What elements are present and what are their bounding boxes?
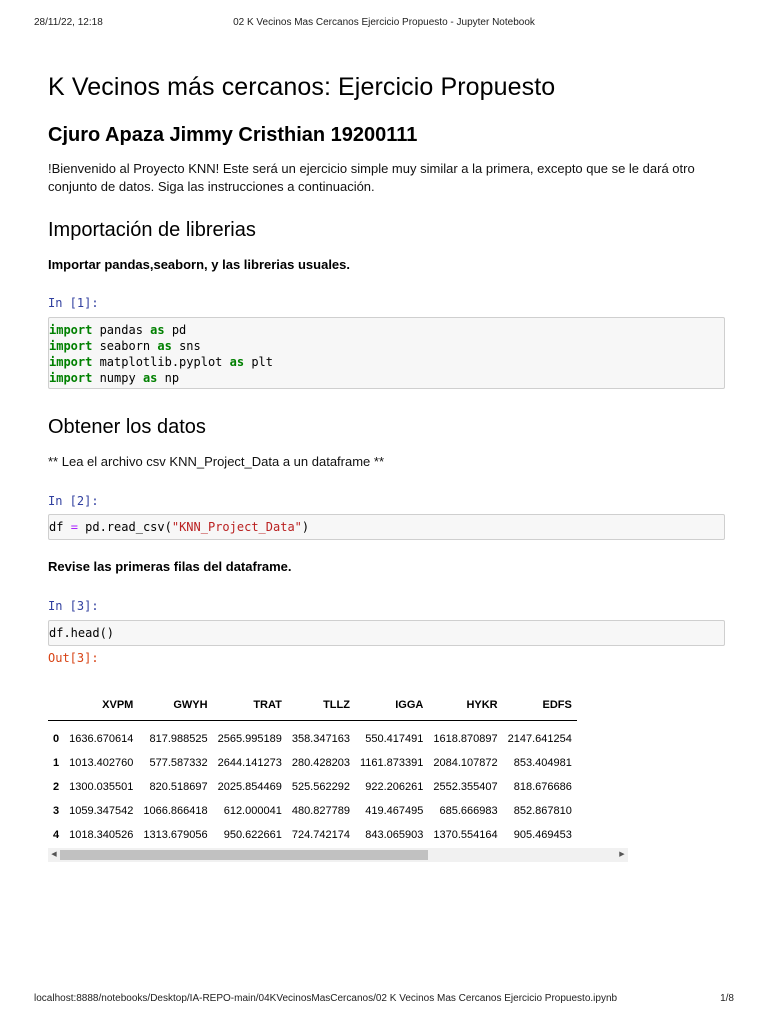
code-line: df.head() [49,626,115,640]
table-cell: 2565.995189 [217,733,282,745]
table-cell: 1370.554164 [433,829,498,841]
head-instruction: Revise las primeras filas del dataframe. [48,559,292,574]
code-line [49,322,724,338]
table-cell: 1066.866418 [143,805,208,817]
scroll-left-icon[interactable]: ◀ [51,851,57,858]
table-row [48,823,577,847]
table-cell: 480.827789 [291,805,350,817]
code-cell-3[interactable] [48,620,725,646]
column-header: XVPM [102,699,134,711]
alias: sns [171,339,201,353]
table-cell: 1618.870897 [433,733,498,745]
table-cell: 419.467495 [365,805,424,817]
notebook-title: K Vecinos más cercanos: Ejercicio Propuesto [48,73,556,101]
function-call: pd.read_csv( [77,520,172,534]
string-literal: "KNN_Project_Data" [171,520,302,534]
module-name: pandas [92,323,151,337]
table-cell: 1161.873391 [359,757,424,769]
module-name: matplotlib.pyplot [92,355,230,369]
table-row [48,775,577,799]
intro-paragraph: !Bienvenido al Proyecto KNN! Este será un ejercicio simple muy similar a la primera, excepto que se le dará otro conjunto de datos. Siga las instrucciones a continuación. [48,161,695,194]
table-cell: 2644.141273 [217,757,282,769]
scroll-right-icon[interactable]: ▶ [619,851,625,858]
table-cell: 922.206261 [365,781,424,793]
print-page-title: 02 K Vecinos Mas Cercanos Ejercicio Propuesto - Jupyter Notebook [233,17,535,28]
alias: pd [164,323,187,337]
row-index: 2 [53,781,60,793]
keyword: import [49,371,93,385]
keyword: as [150,323,165,337]
table-cell: 1018.340526 [69,829,134,841]
table-cell: 1313.679056 [143,829,208,841]
keyword: as [229,355,245,369]
row-index: 4 [53,829,60,841]
code-line [49,370,724,386]
print-datetime: 28/11/22, 12:18 [34,17,103,28]
column-header: EDFS [542,699,572,711]
input-prompt-1: In [1]: [48,296,99,310]
code-cell-2[interactable] [48,514,725,540]
code-line [49,338,724,354]
section-heading-imports: Importación de librerias [48,219,256,241]
keyword: import [49,355,93,369]
table-cell: 950.622661 [223,829,282,841]
paren: ) [301,520,310,534]
table-cell: 2025.854469 [217,781,282,793]
table-cell: 358.347163 [291,733,350,745]
table-cell: 905.469453 [513,829,572,841]
table-cell: 852.867810 [513,805,572,817]
table-cell: 2147.641254 [507,733,572,745]
scrollbar-thumb[interactable] [60,850,428,860]
table-row [48,721,577,752]
module-name: numpy [92,371,143,385]
output-prompt-3: Out[3]: [48,651,99,665]
code-cell-1[interactable] [48,317,725,389]
code-line [49,354,724,370]
variable: df [49,520,71,534]
input-prompt-3: In [3]: [48,599,99,613]
module-name: seaborn [92,339,158,353]
keyword: as [157,339,172,353]
index-header [48,690,64,721]
table-cell: 1300.035501 [69,781,134,793]
horizontal-scrollbar[interactable] [48,848,628,862]
print-footer [34,993,734,1007]
table-row [48,751,577,775]
data-instruction: ** Lea el archivo csv KNN_Project_Data a un dataframe ** [48,454,385,469]
author-heading: Cjuro Apaza Jimmy Cristhian 19200111 [48,124,418,146]
keyword: import [49,339,93,353]
column-header: TRAT [253,699,282,711]
alias: np [157,371,180,385]
row-index: 1 [53,757,60,769]
table-cell: 550.417491 [365,733,424,745]
row-index: 0 [53,733,60,745]
operator: = [70,520,78,534]
table-cell: 1636.670614 [69,733,134,745]
print-url: localhost:8888/notebooks/Desktop/IA-REPO-main/04KVecinosMasCercanos/02 K Vecinos Mas Cercanos Ejercicio Propuesto.ipynb [34,993,618,1004]
table-cell: 817.988525 [149,733,208,745]
column-header: IGGA [395,699,424,711]
dataframe-table [48,690,577,847]
table-cell: 853.404981 [513,757,572,769]
table-cell: 818.676686 [513,781,572,793]
table-cell: 843.065903 [365,829,424,841]
row-index: 3 [53,805,60,817]
table-cell: 724.742174 [291,829,350,841]
keyword: import [49,323,93,337]
imports-instruction: Importar pandas,seaborn, y las librerias usuales. [48,257,351,272]
code-line [49,519,724,535]
print-page-number: 1/8 [720,993,734,1004]
print-header [34,17,734,31]
table-cell: 1059.347542 [69,805,134,817]
table-cell: 820.518697 [149,781,208,793]
table-cell: 525.562292 [291,781,350,793]
table-cell: 280.428203 [291,757,350,769]
table-row [48,799,577,823]
alias: plt [244,355,273,369]
table-cell: 577.587332 [149,757,208,769]
input-prompt-2: In [2]: [48,494,99,508]
table-cell: 1013.402760 [69,757,134,769]
table-cell: 2552.355407 [433,781,498,793]
column-header: TLLZ [323,699,350,711]
keyword: as [142,371,158,385]
column-header: HYKR [466,699,498,711]
column-header: GWYH [173,699,208,711]
dataframe-output[interactable] [48,690,628,850]
table-header-row [48,690,577,721]
table-cell: 612.000041 [223,805,282,817]
section-heading-data: Obtener los datos [48,416,206,438]
table-cell: 2084.107872 [433,757,498,769]
table-cell: 685.666983 [439,805,498,817]
